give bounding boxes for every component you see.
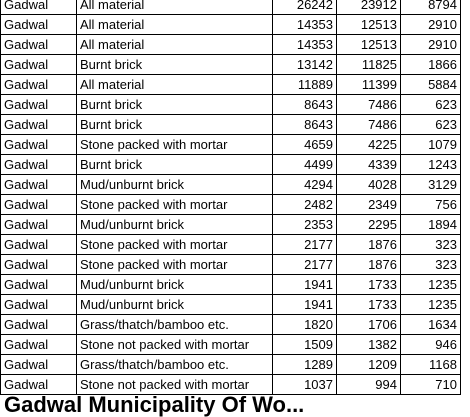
- value-cell-1[interactable]: 4294: [273, 175, 337, 195]
- table-row: [1, 335, 461, 355]
- value-cell-2[interactable]: 994: [337, 375, 401, 395]
- value-cell-2[interactable]: 4028: [337, 175, 401, 195]
- value-cell-3[interactable]: 756: [401, 195, 461, 215]
- value-cell-1[interactable]: 8643: [273, 115, 337, 135]
- value-cell-2[interactable]: 23912: [337, 0, 401, 15]
- spreadsheet-body: [1, 0, 461, 395]
- cut-off-heading: Gadwal Municipality Of Wo...: [4, 392, 305, 417]
- value-cell-2[interactable]: 11825: [337, 55, 401, 75]
- value-cell-2[interactable]: 1706: [337, 315, 401, 335]
- value-cell-1[interactable]: 1037: [273, 375, 337, 395]
- district-cell[interactable]: Gadwal: [1, 75, 77, 95]
- district-cell[interactable]: Gadwal: [1, 95, 77, 115]
- value-cell-1[interactable]: 4659: [273, 135, 337, 155]
- value-cell-2[interactable]: 1876: [337, 235, 401, 255]
- district-cell[interactable]: Gadwal: [1, 15, 77, 35]
- value-cell-3[interactable]: 323: [401, 255, 461, 275]
- district-cell[interactable]: Gadwal: [1, 35, 77, 55]
- value-cell-3[interactable]: 1235: [401, 275, 461, 295]
- value-cell-1[interactable]: 26242: [273, 0, 337, 15]
- value-cell-2[interactable]: 1733: [337, 275, 401, 295]
- material-cell[interactable]: Stone not packed with mortar: [77, 375, 273, 395]
- table-row: [1, 255, 461, 275]
- material-cell[interactable]: Stone packed with mortar: [77, 255, 273, 275]
- value-cell-3[interactable]: 5884: [401, 75, 461, 95]
- district-cell[interactable]: Gadwal: [1, 255, 77, 275]
- table-row: [1, 0, 461, 15]
- district-cell[interactable]: Gadwal: [1, 275, 77, 295]
- value-cell-3[interactable]: 1243: [401, 155, 461, 175]
- value-cell-1[interactable]: 13142: [273, 55, 337, 75]
- district-cell[interactable]: Gadwal: [1, 155, 77, 175]
- district-cell[interactable]: Gadwal: [1, 335, 77, 355]
- table-row: [1, 235, 461, 255]
- district-cell[interactable]: Gadwal: [1, 295, 77, 315]
- value-cell-2[interactable]: 2295: [337, 215, 401, 235]
- value-cell-3[interactable]: 710: [401, 375, 461, 395]
- material-cell[interactable]: All material: [77, 75, 273, 95]
- value-cell-3[interactable]: 623: [401, 95, 461, 115]
- value-cell-3[interactable]: 2910: [401, 35, 461, 55]
- table-row: [1, 295, 461, 315]
- value-cell-1[interactable]: 1941: [273, 275, 337, 295]
- value-cell-2[interactable]: 11399: [337, 75, 401, 95]
- material-cell[interactable]: Stone packed with mortar: [77, 235, 273, 255]
- material-cell[interactable]: Burnt brick: [77, 115, 273, 135]
- district-cell[interactable]: Gadwal: [1, 235, 77, 255]
- material-cell[interactable]: Burnt brick: [77, 155, 273, 175]
- material-cell[interactable]: Mud/unburnt brick: [77, 275, 273, 295]
- material-cell[interactable]: All material: [77, 35, 273, 55]
- value-cell-3[interactable]: 623: [401, 115, 461, 135]
- value-cell-2[interactable]: 4225: [337, 135, 401, 155]
- material-cell[interactable]: All material: [77, 15, 273, 35]
- value-cell-2[interactable]: 12513: [337, 15, 401, 35]
- value-cell-2[interactable]: 7486: [337, 115, 401, 135]
- value-cell-3[interactable]: 1235: [401, 295, 461, 315]
- material-cell[interactable]: Burnt brick: [77, 55, 273, 75]
- district-cell[interactable]: Gadwal: [1, 195, 77, 215]
- table-row: [1, 195, 461, 215]
- value-cell-1[interactable]: 1941: [273, 295, 337, 315]
- district-cell[interactable]: Gadwal: [1, 135, 77, 155]
- table-row: [1, 155, 461, 175]
- material-cell[interactable]: Stone packed with mortar: [77, 135, 273, 155]
- value-cell-2[interactable]: 1876: [337, 255, 401, 275]
- value-cell-1[interactable]: 2482: [273, 195, 337, 215]
- material-cell[interactable]: Mud/unburnt brick: [77, 295, 273, 315]
- value-cell-1[interactable]: 2177: [273, 255, 337, 275]
- value-cell-3[interactable]: 1079: [401, 135, 461, 155]
- value-cell-1[interactable]: 1820: [273, 315, 337, 335]
- table-row: [1, 75, 461, 95]
- value-cell-3[interactable]: 323: [401, 235, 461, 255]
- value-cell-1[interactable]: 2353: [273, 215, 337, 235]
- value-cell-2[interactable]: 12513: [337, 35, 401, 55]
- district-cell[interactable]: Gadwal: [1, 375, 77, 395]
- table-row: [1, 355, 461, 375]
- value-cell-3[interactable]: 1894: [401, 215, 461, 235]
- value-cell-2[interactable]: 2349: [337, 195, 401, 215]
- table-row: [1, 35, 461, 55]
- district-cell[interactable]: Gadwal: [1, 0, 77, 15]
- table-row: [1, 135, 461, 155]
- value-cell-2[interactable]: 4339: [337, 155, 401, 175]
- value-cell-3[interactable]: 946: [401, 335, 461, 355]
- material-cell[interactable]: Stone packed with mortar: [77, 195, 273, 215]
- value-cell-1[interactable]: 4499: [273, 155, 337, 175]
- value-cell-2[interactable]: 1209: [337, 355, 401, 375]
- value-cell-3[interactable]: 8794: [401, 0, 461, 15]
- value-cell-1[interactable]: 1509: [273, 335, 337, 355]
- table-row: [1, 55, 461, 75]
- district-cell[interactable]: Gadwal: [1, 115, 77, 135]
- table-row: [1, 115, 461, 135]
- value-cell-1[interactable]: 1289: [273, 355, 337, 375]
- value-cell-1[interactable]: 14353: [273, 35, 337, 55]
- value-cell-1[interactable]: 14353: [273, 15, 337, 35]
- material-cell[interactable]: Stone not packed with mortar: [77, 335, 273, 355]
- value-cell-2[interactable]: 1382: [337, 335, 401, 355]
- table-row: [1, 95, 461, 115]
- table-row: [1, 15, 461, 35]
- district-cell[interactable]: Gadwal: [1, 315, 77, 335]
- value-cell-2[interactable]: 7486: [337, 95, 401, 115]
- value-cell-3[interactable]: 2910: [401, 15, 461, 35]
- value-cell-1[interactable]: 11889: [273, 75, 337, 95]
- value-cell-1[interactable]: 8643: [273, 95, 337, 115]
- material-cell[interactable]: Mud/unburnt brick: [77, 215, 273, 235]
- material-cell[interactable]: Grass/thatch/bamboo etc.: [77, 355, 273, 375]
- table-row: [1, 175, 461, 195]
- table-row: [1, 315, 461, 335]
- value-cell-3[interactable]: 1168: [401, 355, 461, 375]
- material-cell[interactable]: Grass/thatch/bamboo etc.: [77, 315, 273, 335]
- district-cell[interactable]: Gadwal: [1, 215, 77, 235]
- table-row: [1, 275, 461, 295]
- district-cell[interactable]: Gadwal: [1, 55, 77, 75]
- value-cell-3[interactable]: 1866: [401, 55, 461, 75]
- material-cell[interactable]: Mud/unburnt brick: [77, 175, 273, 195]
- value-cell-2[interactable]: 1733: [337, 295, 401, 315]
- district-cell[interactable]: Gadwal: [1, 175, 77, 195]
- table-row: [1, 215, 461, 235]
- district-cell[interactable]: Gadwal: [1, 355, 77, 375]
- value-cell-3[interactable]: 1634: [401, 315, 461, 335]
- material-cell[interactable]: Burnt brick: [77, 95, 273, 115]
- value-cell-1[interactable]: 2177: [273, 235, 337, 255]
- material-cell[interactable]: All material: [77, 0, 273, 15]
- value-cell-3[interactable]: 3129: [401, 175, 461, 195]
